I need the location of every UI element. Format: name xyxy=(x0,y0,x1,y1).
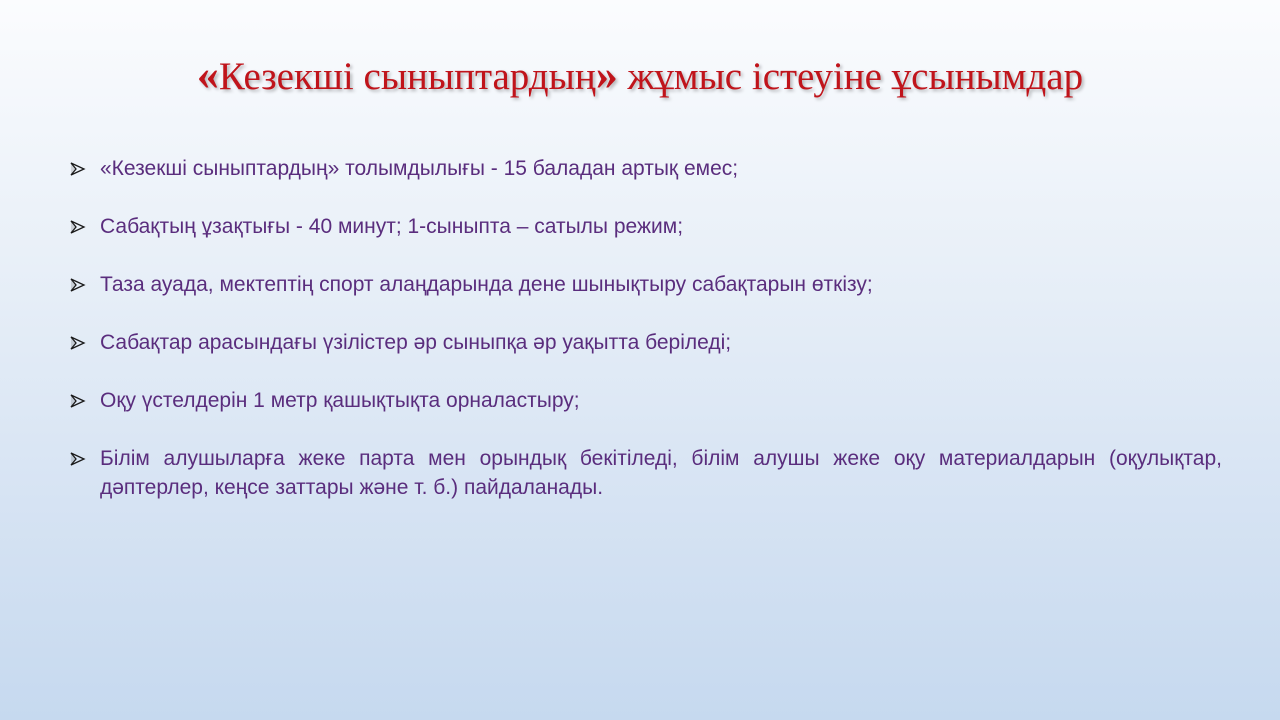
bullet-text: «Кезекші сыныптардың» толымдылығы - 15 баладан артық емес; xyxy=(100,157,739,180)
bullet-item xyxy=(70,386,1222,415)
bullet-item xyxy=(70,154,1222,183)
arrowhead-bullet-icon xyxy=(70,212,90,241)
title-open-quote: « xyxy=(196,50,219,99)
bullet-text: Сабақтар арасындағы үзілістер әр сыныпқа әр уақытта беріледі; xyxy=(100,331,732,354)
title-quoted-text: Кезекші сыныптардың xyxy=(218,55,596,98)
bullet-text: Білім алушыларға жеке парта мен орындық бекітіледі, білім алушы жеке оқу материалдарын (оқулықтар, дәптерлер, кеңсе заттары және т. б.) пайдаланады. xyxy=(100,447,1222,499)
arrowhead-bullet-icon xyxy=(70,328,90,357)
bullet-text: Оқу үстелдерін 1 метр қашықтықта орналастыру; xyxy=(100,389,580,412)
arrowhead-bullet-icon xyxy=(70,386,90,415)
bullet-item xyxy=(70,270,1222,299)
bullet-item xyxy=(70,328,1222,357)
arrowhead-bullet-icon xyxy=(70,270,90,299)
slide-title xyxy=(0,50,1280,102)
bullet-text: Таза ауада, мектептің спорт алаңдарында дене шынықтыру сабақтарын өткізу; xyxy=(100,273,873,296)
bullet-text: Сабақтың ұзақтығы - 40 минут; 1-сыныпта – сатылы режим; xyxy=(100,215,684,238)
bullet-item xyxy=(70,212,1222,241)
arrowhead-bullet-icon xyxy=(70,444,90,473)
bullet-item xyxy=(70,444,1222,502)
title-rest-text: жұмыс істеуіне ұсынымдар xyxy=(617,55,1084,98)
title-close-quote: » xyxy=(595,50,618,99)
bullet-list xyxy=(70,154,1222,531)
arrowhead-bullet-icon xyxy=(70,154,90,183)
